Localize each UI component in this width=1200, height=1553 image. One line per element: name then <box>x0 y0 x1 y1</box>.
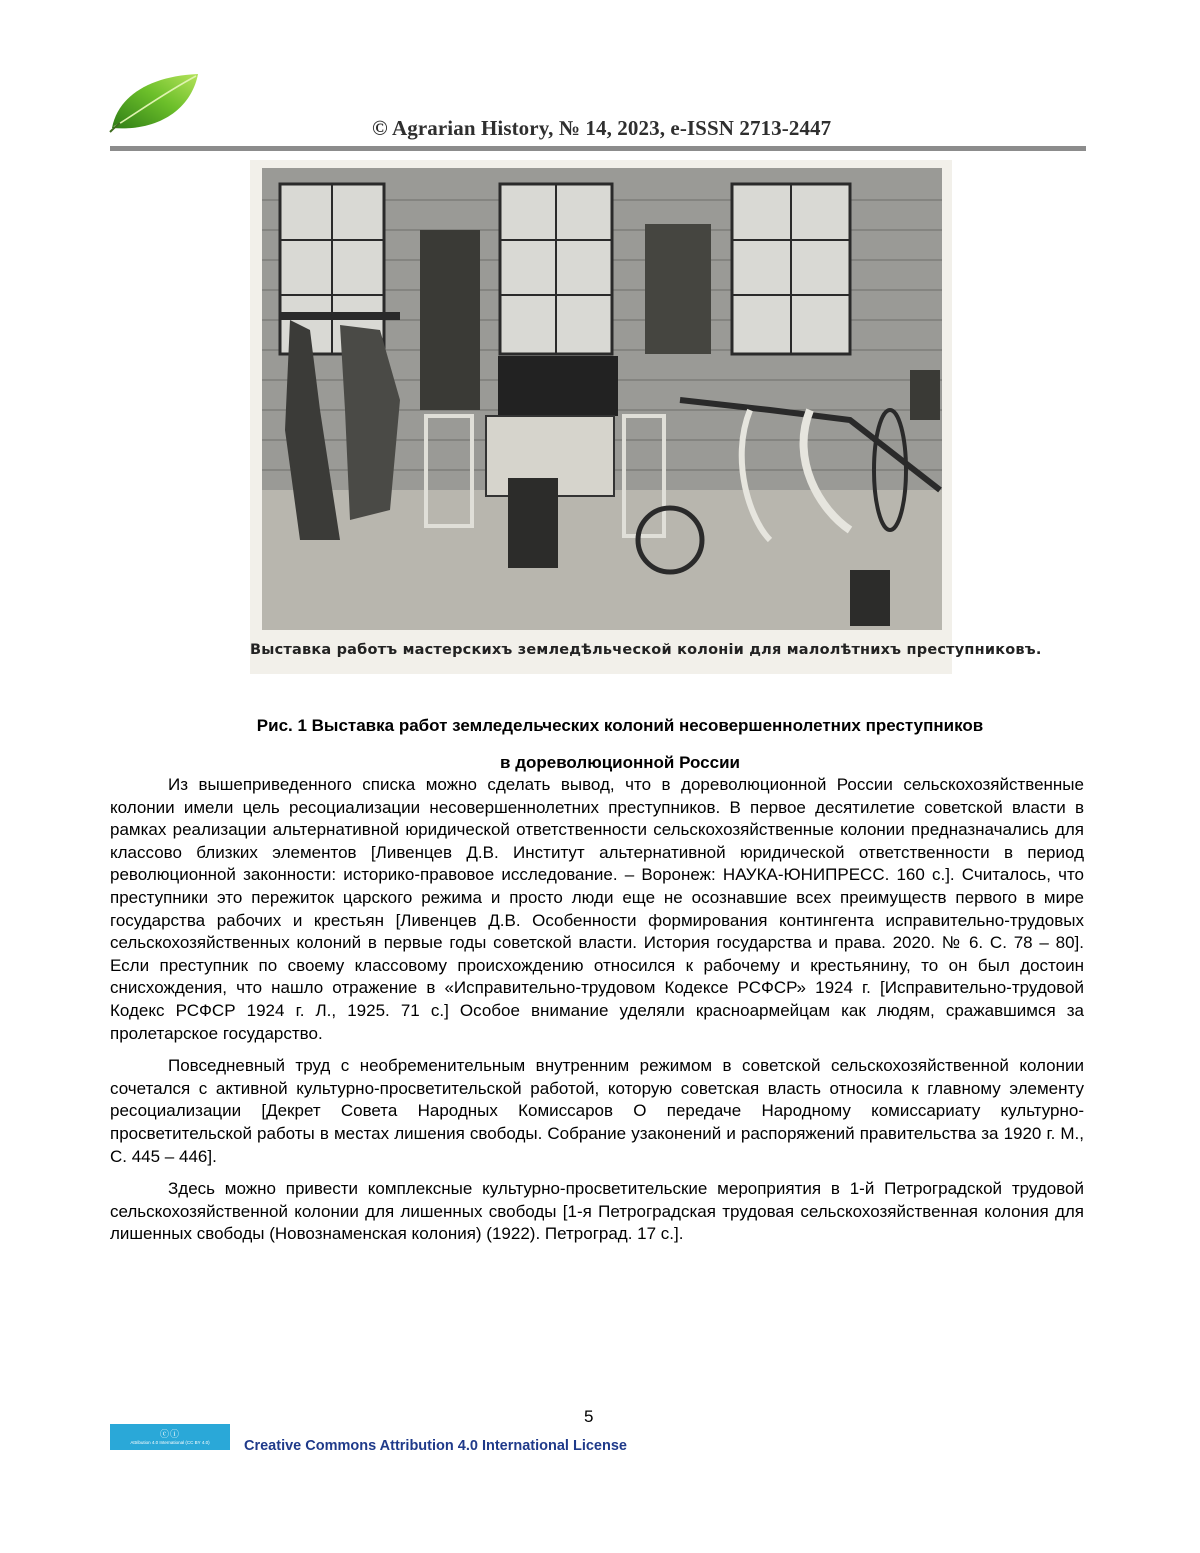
photo-caption: Выставка работъ мастерскихъ земледѣльческой колоніи для малолѣтнихъ преступниковъ. <box>250 642 1042 658</box>
paragraph: Повседневный труд с необременительным внутренним режимом в советской сельскохозяйственной колонии сочетался с активной культурно-просветительской работой, которую советская власть относила к главному элементу ресоциализации [Декрет Совета Народных Комиссаров О передаче Народному комиссариату культурно-просветительской работы в местах лишения свободы. Собрание узаконений и распоряжений правительства за 1920 г. М., С. 445 – 446]. <box>110 1056 1084 1166</box>
figure-caption <box>110 707 1130 781</box>
page-number: 5 <box>584 1407 594 1426</box>
badge-text: Attribution 4.0 International (CC BY 4.0) <box>130 1440 210 1445</box>
cc-by-icon: ⓒⓘ <box>160 1430 181 1440</box>
journal-header: © Agrarian History, № 14, 2023, e-ISSN 2713-2447 <box>372 116 832 140</box>
figure-caption-line1: Рис. 1 Выставка работ земледельческих колоний несовершеннолетних преступников <box>256 716 984 735</box>
license-link[interactable]: Creative Commons Attribution 4.0 International License <box>244 1438 627 1454</box>
figure-caption-line2: в дореволюционной России <box>500 753 740 772</box>
body-text <box>110 774 1084 1256</box>
historical-photo <box>250 160 1042 674</box>
leaf-icon <box>108 70 202 138</box>
header-divider <box>110 146 1086 151</box>
cc-license-badge[interactable] <box>110 1424 230 1450</box>
paragraph: Из вышеприведенного списка можно сделать вывод, что в дореволюционной России сельскохозяйственные колонии имели цель ресоциализации несовершеннолетних преступников. В первое десятилетие советской власти в рамках реализации альтернативной юридической ответственности сельскохозяйственные колонии предназначались для классово близких элементов [Ливенцев Д.В. Институт альтернативной юридической ответственности в период революционной законности: историко-правовое исследование. – Воронеж: НАУКА-ЮНИПРЕСС. 160 с.]. Считалось, что преступники это пережиток царского режима и просто люди еще не осознавшие всех преимуществ первого в мире государства рабочих и крестьян [Ливенцев Д.В. Особенности формирования контингента исправительно-трудовых сельскохозяйственных колоний в первые годы советской власти. История государства и права. 2020. № 6. С. 78 – 80]. Если преступник по своему классовому происхождению относился к рабочему и крестьянину, то он был достоин снисхождения, что нашло отражение в «Исправительно-трудовом Кодексе РСФСР» 1924 г. [Исправительно-трудовой Кодекс РСФСР 1924 г. Л., 1925. 71 с.] Особое внимание уделяли красноармейцам как людям, сражавшимся за пролетарское государство. <box>110 775 1084 1043</box>
paragraph: Здесь можно привести комплексные культурно-просветительские мероприятия в 1-й Петроградской трудовой сельскохозяйственной колонии для лишенных свободы [1-я Петроградская трудовая сельскохозяйственная колония для лишенных свободы (Новознаменская колония) (1922). Петроград. 17 с.]. <box>110 1179 1084 1244</box>
photo-image <box>250 160 952 630</box>
